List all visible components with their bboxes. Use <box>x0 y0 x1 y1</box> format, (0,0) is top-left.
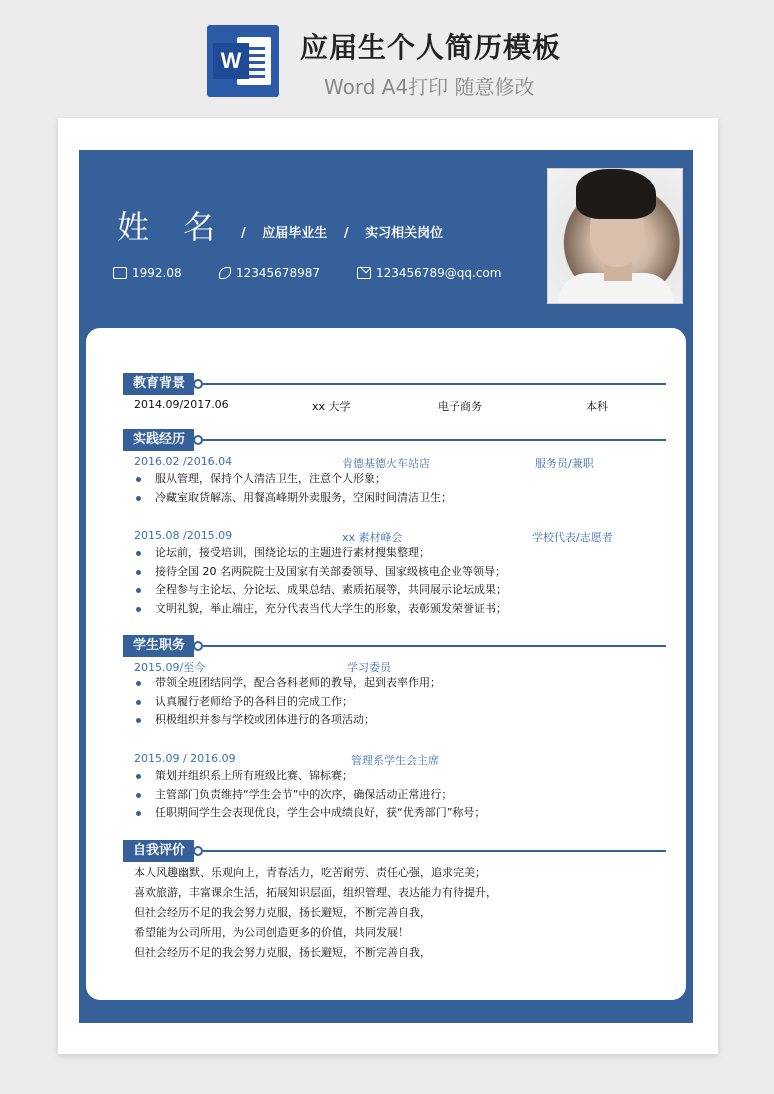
paragraph-line: 本人风趣幽默、乐观向上，青春活力，吃苦耐劳、责任心强，追求完美； <box>134 866 486 879</box>
section-dot-icon <box>193 641 203 651</box>
birth-contact <box>113 266 182 280</box>
section-label: 实践经历 <box>123 429 194 451</box>
word-document-icon <box>207 25 279 97</box>
section-label: 自我评价 <box>123 840 194 862</box>
entry-role: 学习委员 <box>347 661 391 674</box>
word-letter: W <box>213 43 249 79</box>
phone-number: 12345678987 <box>236 266 320 280</box>
paragraph-line: 但社会经历不足的我会努力克服，扬长避短，不断完善自我， <box>134 906 431 919</box>
tag-graduate: 应届毕业生 <box>262 226 328 241</box>
phone-icon <box>219 267 231 279</box>
section-duties <box>123 635 666 657</box>
entry-org: xx 素材峰会 <box>342 531 403 544</box>
section-dot-icon <box>193 379 203 389</box>
edu-degree: 本科 <box>586 400 608 413</box>
list-item: 冷藏室取货解冻、用餐高峰期外卖服务，空闲时间清洁卫生； <box>134 489 452 508</box>
calendar-icon <box>113 267 127 279</box>
section-label: 教育背景 <box>123 373 194 395</box>
section-education <box>123 373 666 395</box>
applicant-name: 姓 名 <box>117 208 228 246</box>
tag-position: 实习相关岗位 <box>365 226 444 241</box>
section-dot-icon <box>193 846 203 856</box>
entry-role: 服务员/兼职 <box>535 457 594 470</box>
birth-date: 1992.08 <box>132 266 182 280</box>
paragraph-line: 但社会经历不足的我会努力克服，扬长避短，不断完善自我， <box>134 946 431 959</box>
resume-frame <box>79 150 693 1023</box>
paragraph-line: 喜欢旅游，丰富课余生活，拓展知识层面，组织管理、表达能力有待提升， <box>134 886 497 899</box>
entry-org: 肯德基德火车站店 <box>342 457 430 470</box>
list-item: 接待全国 20 名两院院士及国家有关部委领导、国家级核电企业等领导； <box>134 563 507 582</box>
phone-contact <box>219 266 320 280</box>
entry-bullets <box>134 470 452 507</box>
section-dot-icon <box>193 435 203 445</box>
list-item: 论坛前，接受培训，围绕论坛的主题进行素材搜集整理； <box>134 544 507 563</box>
list-item: 服从管理，保持个人清洁卫生，注意个人形象； <box>134 470 452 489</box>
entry-date: 2015.09/至今 <box>134 661 206 674</box>
edu-school: xx 大学 <box>312 400 351 413</box>
list-item: 文明礼貌，举止端庄，充分代表当代大学生的形象，表彰颁发荣誉证书； <box>134 600 507 619</box>
entry-date: 2015.09 / 2016.09 <box>134 752 236 765</box>
self-evaluation-text <box>134 863 497 963</box>
tag-separator: / <box>343 226 349 241</box>
profile-photo <box>547 168 683 304</box>
email-contact <box>357 266 501 280</box>
entry-bullets <box>134 674 441 730</box>
section-label: 学生职务 <box>123 635 194 657</box>
list-item: 带领全班团结同学，配合各科老师的教导，起到表率作用； <box>134 674 441 693</box>
email-address: 123456789@qq.com <box>376 266 502 280</box>
list-item: 认真履行老师给予的各科目的完成工作； <box>134 693 441 712</box>
entry-bullets <box>134 767 485 823</box>
edu-major: 电子商务 <box>438 400 482 413</box>
header-tags <box>229 222 443 241</box>
list-item: 积极组织并参与学校或团体进行的各项活动； <box>134 711 441 730</box>
resume-content-card <box>86 328 686 1000</box>
edu-date: 2014.09/2017.06 <box>134 398 229 411</box>
tag-separator: / <box>241 226 246 241</box>
paragraph-line: 希望能为公司所用，为公司创造更多的价值，共同发展！ <box>134 926 409 939</box>
list-item: 任职期间学生会表现优良，学生会中成绩良好，获“优秀部门”称号； <box>134 804 485 823</box>
banner-subtitle: Word A4打印 随意修改 <box>324 75 535 99</box>
resume-paper <box>58 118 718 1054</box>
list-item: 策划并组织系上所有班级比赛、锦标赛； <box>134 767 485 786</box>
entry-date: 2016.02 /2016.04 <box>134 455 233 468</box>
entry-role: 管理系学生会主席 <box>351 754 439 767</box>
section-practice <box>123 429 666 451</box>
list-item: 主管部门负责维持“学生会节”中的次序，确保活动正常进行； <box>134 786 485 805</box>
banner <box>0 0 774 110</box>
entry-role: 学校代表/志愿者 <box>532 531 613 544</box>
mail-icon <box>357 267 371 279</box>
entry-date: 2015.08 /2015.09 <box>134 529 233 542</box>
section-self-evaluation <box>123 840 666 862</box>
entry-bullets <box>134 544 507 618</box>
banner-title: 应届生个人简历模板 <box>300 31 562 64</box>
list-item: 全程参与主论坛、分论坛、成果总结、素质拓展等，共同展示论坛成果； <box>134 581 507 600</box>
